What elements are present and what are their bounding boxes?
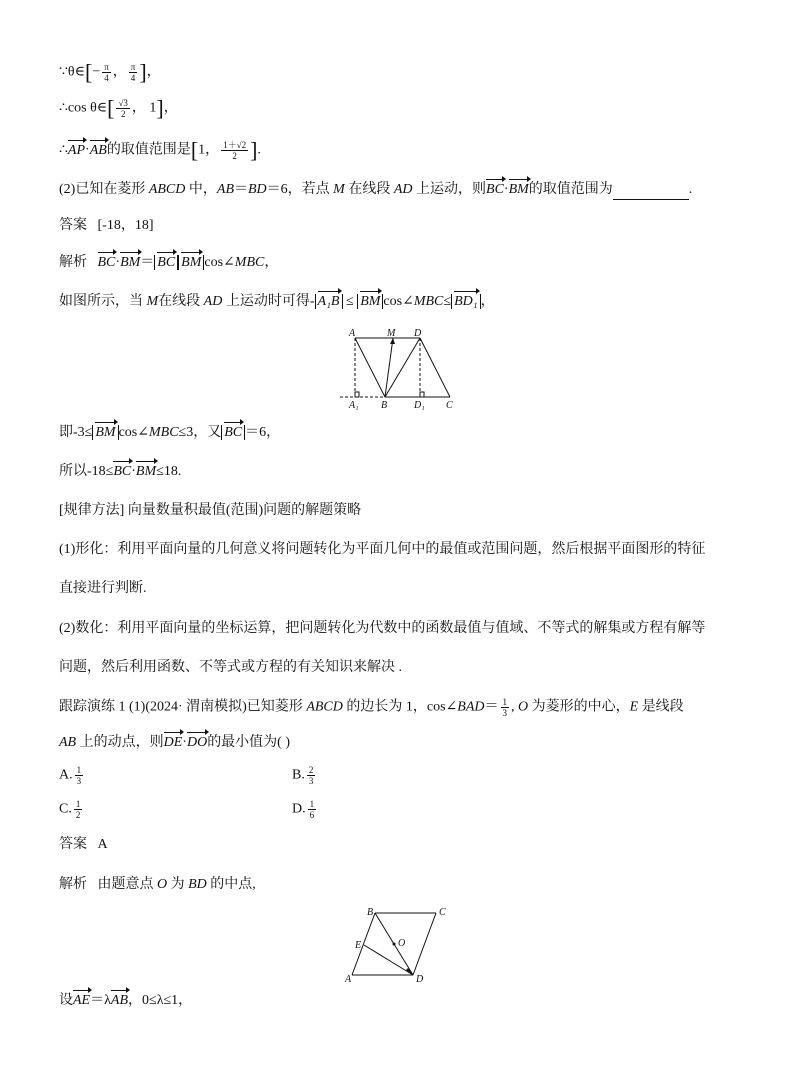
text: 上的动点，则 [76, 735, 164, 750]
abs-bc: BC [154, 255, 178, 270]
text: AD [203, 294, 223, 309]
vector-bm: BM [509, 180, 529, 200]
text: ，0≤λ≤1， [128, 993, 193, 1008]
text: 即-3≤ [59, 425, 93, 440]
label-b: B [367, 907, 374, 918]
text: ABCD [306, 699, 343, 715]
option-d: D. $\frac{1}{6}$ [292, 799, 315, 820]
text: ＝ [484, 699, 499, 715]
answer-value: [-18，18] [97, 218, 154, 233]
exercise-line-2 [59, 733, 290, 753]
exercise-line-1 [59, 697, 684, 718]
label-e: E [355, 940, 362, 951]
text: ， 1 [131, 100, 157, 116]
text: 的取值范围是 [106, 142, 191, 158]
text: 1， [198, 142, 220, 158]
text: · [503, 182, 509, 197]
figure-explanation [59, 292, 495, 312]
text: E [629, 699, 639, 715]
label-o: O [398, 938, 406, 949]
vector-ap: AP [68, 141, 85, 161]
text: ABCD [148, 182, 186, 197]
text: ， [112, 64, 127, 80]
answer-line-2 [59, 835, 108, 855]
text: 中， [185, 182, 217, 197]
text: BD [188, 877, 207, 892]
method-heading: [规律方法] 向量数量积最值(范围)问题的解题策略 [59, 503, 362, 518]
line-conclusion [59, 462, 181, 482]
bracket: ] [139, 59, 147, 85]
analysis-line [59, 253, 278, 273]
analysis-label: 解析 [59, 255, 87, 270]
text: ＝6， [245, 425, 281, 440]
abs-bm: BM [92, 425, 118, 440]
text: ， [146, 64, 161, 80]
text: 的取值范围为 [528, 182, 613, 197]
text: O [157, 877, 168, 892]
text: . [688, 182, 693, 197]
answer-line [59, 216, 154, 236]
line-inequality [59, 423, 280, 443]
text: ， [264, 255, 279, 270]
text: 的边长为 1，cos∠ [342, 699, 458, 715]
text: 的中点, [206, 877, 256, 892]
figure-rhombus-projection [335, 325, 465, 411]
line-cos-range [59, 95, 178, 121]
text: , [511, 699, 518, 715]
text: ∴cos θ∈ [59, 100, 108, 116]
text: O [518, 699, 529, 715]
text: (2)已知在菱形 [59, 182, 149, 197]
vector-bc: BC [113, 462, 131, 482]
text: BAD [457, 699, 485, 715]
text: M [146, 294, 159, 309]
text: − [92, 64, 101, 80]
text: M [333, 182, 345, 197]
fraction: $\frac{\pi}{4}$ [130, 62, 136, 83]
text: · [182, 735, 187, 750]
text: ∵θ∈ [59, 64, 85, 80]
text: 为 [167, 877, 189, 892]
abs-bm: BM [357, 294, 383, 309]
text: ≤ [443, 294, 452, 309]
vector-ab: AB [111, 991, 128, 1011]
vector-do: DO [187, 733, 207, 753]
method-1a: (1)形化：利用平面向量的几何意义将问题转化为平面几何中的最值或范围问题，然后根据平面图形的特征 [59, 542, 706, 557]
line-set-ae [59, 991, 192, 1011]
label-b: B [381, 400, 388, 411]
text: · [131, 464, 136, 479]
text: MBC [234, 255, 265, 270]
text: · [115, 255, 121, 270]
vector-bm: BM [136, 462, 156, 482]
method-1b: 直接进行判断. [59, 581, 147, 596]
method-2a: (2)数化：利用平面向量的坐标运算，把问题转化为代数中的函数最值与值域、不等式的解集或方程有解等 [59, 621, 706, 636]
label-d: D [414, 328, 422, 339]
vector-de: DE [164, 733, 183, 753]
fraction: $\frac{1}{3}$ [502, 697, 507, 718]
text: 由题意点 [97, 877, 157, 892]
text: ＝ [140, 255, 155, 270]
analysis-line-2 [59, 875, 256, 895]
text: AB [216, 182, 234, 197]
fraction: $\frac{\pi}{4}$ [104, 62, 109, 83]
bracket: [ [190, 137, 199, 163]
label-a1: A₁ [349, 400, 359, 411]
fraction: $\frac{1+√2}{2}$ [223, 140, 247, 161]
label-d: D [416, 974, 424, 985]
text: 在线段 [158, 294, 204, 309]
answer-label: 答案 [59, 837, 87, 852]
label-a: A [345, 974, 352, 985]
text: ≤18. [156, 464, 182, 479]
text: 在线段 [344, 182, 394, 197]
text: . [257, 142, 261, 158]
vector-bc: BC [486, 180, 504, 200]
text: 所以-18≤ [59, 464, 114, 479]
text: 设 [59, 993, 73, 1008]
vector-ae: AE [73, 991, 90, 1011]
figure-rhombus-center [340, 903, 460, 985]
text: 如图所示，当 [59, 294, 147, 309]
abs-bd1: BD₁ [451, 294, 481, 309]
label-d1: D₁ [414, 400, 425, 411]
text: ＝6，若点 [266, 182, 334, 197]
bracket: [ [107, 95, 115, 121]
line-dot-range [59, 137, 261, 163]
answer-label: 答案 [59, 218, 87, 233]
text: 上运动，则 [412, 182, 487, 197]
label-c: C [439, 907, 446, 918]
text: · [85, 142, 90, 158]
option-a: A. $\frac{1}{3}$ [59, 765, 82, 786]
bracket: ] [250, 137, 258, 163]
method-2b: 问题，然后利用函数、不等式或方程的有关知识来解决 . [59, 660, 402, 675]
label-m: M [387, 328, 396, 339]
vector-bc: BC [98, 253, 116, 273]
text: MBC [148, 425, 179, 440]
text: ， [480, 294, 495, 309]
text: 为菱形的中心， [528, 699, 630, 715]
answer-blank [613, 185, 689, 200]
fraction: $\frac{√3}{2}$ [118, 98, 128, 119]
text: 的最小值为( ) [207, 735, 291, 750]
question-2 [59, 180, 692, 200]
text: 跟踪演练 1 (1)(2024· 渭南模拟)已知菱形 [59, 699, 307, 715]
abs-bm: BM [178, 255, 204, 270]
answer-value: A [97, 837, 108, 852]
abs-bc: BC [221, 425, 245, 440]
text: AD [393, 182, 413, 197]
text: ≤3，又 [178, 425, 222, 440]
text: ≤ [342, 294, 358, 309]
vector-bm: BM [120, 253, 140, 273]
line-theta-range [59, 59, 161, 85]
text: cos∠ [204, 255, 235, 270]
abs-a1b: A₁B [315, 294, 343, 309]
text: 是线段 [638, 699, 684, 715]
text: AB [59, 735, 77, 750]
text: ＝ [234, 182, 248, 197]
text: ＝λ [90, 993, 111, 1008]
option-b: B. $\frac{2}{3}$ [292, 765, 314, 786]
text: MBC [413, 294, 444, 309]
label-a: A [349, 328, 356, 339]
vector-ab: AB [90, 141, 107, 161]
bracket: ] [156, 95, 164, 121]
analysis-label: 解析 [59, 877, 87, 892]
label-c: C [446, 400, 453, 411]
text: ∴ [59, 142, 68, 158]
option-c: C. $\frac{1}{2}$ [59, 799, 81, 820]
text: cos∠ [383, 294, 414, 309]
bracket: [ [84, 59, 93, 85]
text: BD [248, 182, 267, 197]
text: ， [163, 100, 178, 116]
text: cos∠ [118, 425, 149, 440]
text: 上运动时可得- [222, 294, 315, 309]
